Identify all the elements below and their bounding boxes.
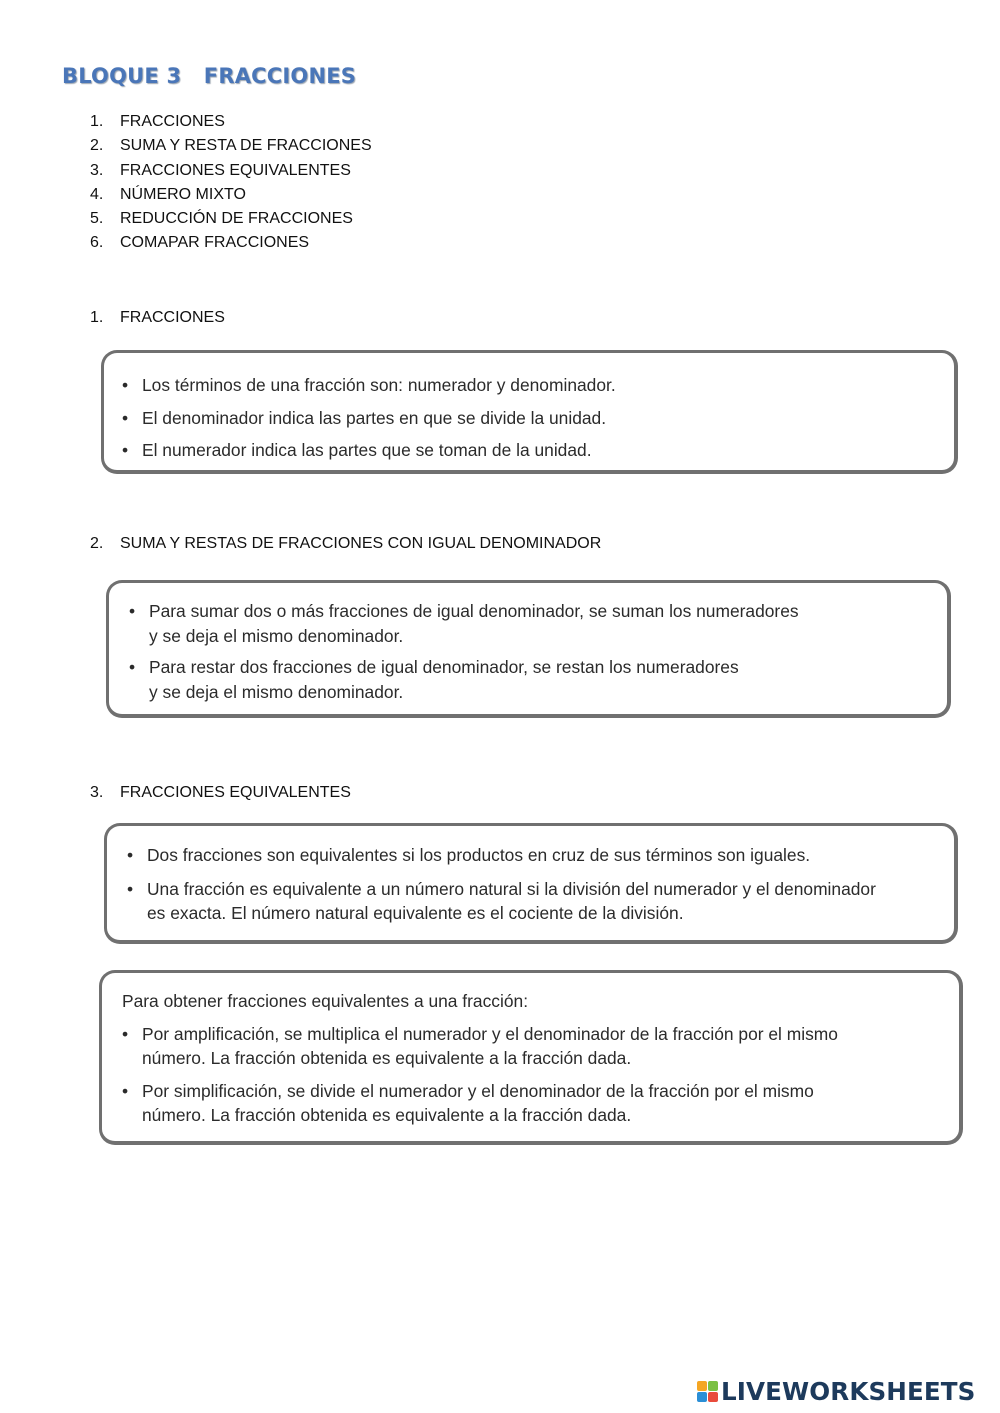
bullet-item <box>129 599 927 648</box>
logo-square <box>708 1381 718 1391</box>
toc-item-label: FRACCIONES <box>120 113 225 130</box>
toc-item-number: 4. <box>90 185 104 203</box>
bullet-item <box>122 1022 939 1070</box>
section-heading-suma-resta <box>90 532 601 556</box>
toc-item-number: 2. <box>90 137 104 155</box>
section-number: 1. <box>90 309 104 326</box>
toc-item <box>90 134 372 158</box>
toc-item <box>90 110 372 134</box>
bullet-item <box>129 655 927 704</box>
logo-square <box>697 1381 707 1391</box>
section-title: FRACCIONES <box>120 309 225 326</box>
definition-box-sum-subtract <box>106 580 951 718</box>
toc-item <box>90 183 372 207</box>
bullet-item <box>122 1079 939 1127</box>
watermark-text: LIVEWORKSHEETS <box>721 1377 976 1406</box>
bullet-item: • Los términos de una fracción son: numerador y denominador. <box>122 369 934 402</box>
toc-item-label: SUMA Y RESTA DE FRACCIONES <box>120 137 372 155</box>
toc-item-number: 3. <box>90 161 104 179</box>
section-number: 2. <box>90 535 104 552</box>
bullet-item: • El numerador indica las partes que se toman de la unidad. <box>122 434 934 467</box>
bullet-line: • Para restar dos fracciones de igual denominador, se restan los numeradores <box>149 657 739 677</box>
bullet-line: número. La fracción obtenida es equivalente a la fracción dada. <box>142 1105 632 1125</box>
bullet-line: y se deja el mismo denominador. <box>149 681 404 702</box>
section-title: FRACCIONES EQUIVALENTES <box>120 784 351 801</box>
toc-item-label: COMAPAR FRACCIONES <box>120 234 310 252</box>
definition-box-obtain-equivalent <box>99 970 963 1145</box>
bullet-line: es exacta. El número natural equivalente es el cociente de la división. <box>147 903 684 923</box>
toc-item <box>90 231 372 255</box>
bullet-line: • Para sumar dos o más fracciones de igual denominador, se suman los numeradores <box>149 601 799 621</box>
toc-item-number: 5. <box>90 210 104 228</box>
bullet-item <box>127 877 934 926</box>
bullet-line: número. La fracción obtenida es equivalente a la fracción dada. <box>142 1048 632 1068</box>
section-number: 3. <box>90 784 104 801</box>
liveworksheets-watermark <box>697 1377 975 1406</box>
toc-item-number: 6. <box>90 234 104 252</box>
toc-item-label: FRACCIONES EQUIVALENTES <box>120 161 351 179</box>
bullet-item <box>127 843 934 868</box>
toc-item <box>90 159 372 183</box>
liveworksheets-logo-icon <box>697 1381 718 1402</box>
bullet-line: • Por amplificación, se multiplica el numerador y el denominador de la fracción por el mismo <box>142 1024 838 1044</box>
section-heading-equivalentes <box>90 781 351 805</box>
toc-item-label: NÚMERO MIXTO <box>120 185 246 203</box>
bullet-line: • Por simplificación, se divide el numerador y el denominador de la fracción por el mismo <box>142 1081 814 1101</box>
toc-item-number: 1. <box>90 113 104 130</box>
toc-item <box>90 207 372 231</box>
section-title: SUMA Y RESTAS DE FRACCIONES CON IGUAL DENOMINADOR <box>120 535 602 552</box>
logo-square <box>697 1392 707 1402</box>
table-of-contents <box>90 110 372 256</box>
page-title: BLOQUE 3 FRACCIONES <box>62 64 357 88</box>
logo-square <box>708 1392 718 1402</box>
bullet-line: • Dos fracciones son equivalentes si los productos en cruz de sus términos son iguales. <box>147 845 811 865</box>
bullet-line: y se deja el mismo denominador. <box>149 625 404 646</box>
bullet-item: • El denominador indica las partes en que se divide la unidad. <box>122 402 934 435</box>
definition-box-equivalent <box>104 823 958 944</box>
box-intro-text: Para obtener fracciones equivalentes a una fracción: <box>122 991 529 1011</box>
section-heading-fracciones <box>90 306 225 330</box>
toc-item-label: REDUCCIÓN DE FRACCIONES <box>120 210 353 228</box>
definition-box-terms <box>101 350 958 474</box>
bullet-line: • Una fracción es equivalente a un número natural si la división del numerador y el denominador <box>147 878 876 899</box>
